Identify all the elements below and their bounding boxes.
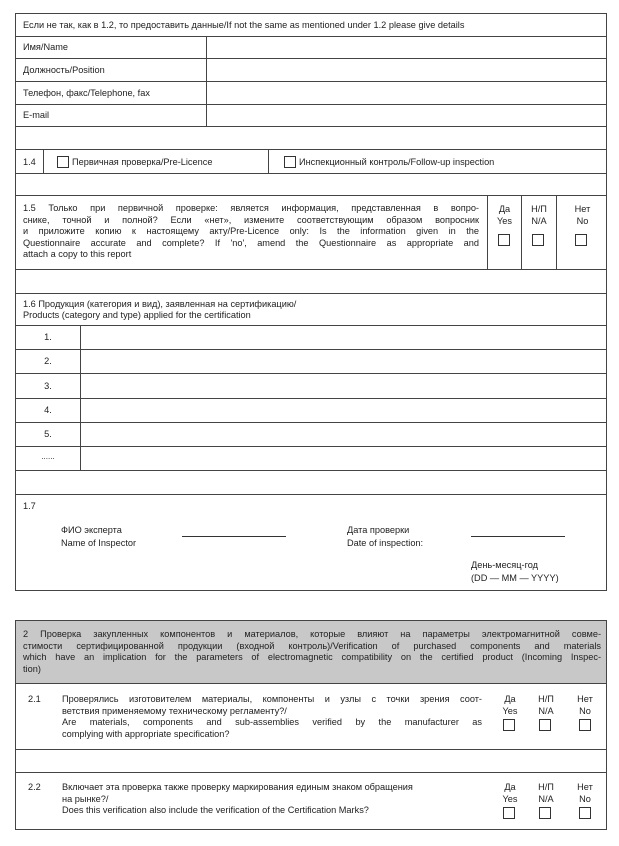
- q21-no-checkbox[interactable]: [579, 719, 591, 731]
- section-1-6-header: [16, 294, 606, 326]
- section-1-table: [15, 13, 607, 591]
- follow-up-checkbox[interactable]: [284, 156, 296, 168]
- product-row: [16, 447, 606, 471]
- question-2-2-number: 2.2: [28, 782, 41, 792]
- yes-label: Да Yes: [502, 694, 518, 716]
- product-field[interactable]: [81, 350, 606, 373]
- question-2-1-row: [16, 684, 606, 750]
- q22-yes-checkbox[interactable]: [503, 807, 515, 819]
- q21-yes-checkbox[interactable]: [503, 719, 515, 731]
- pre-licence-label: Первичная проверка/Pre-Licence: [72, 157, 213, 167]
- pre-licence-checkbox[interactable]: [57, 156, 69, 168]
- product-row-number: 2.: [44, 356, 52, 366]
- product-row: [16, 423, 606, 447]
- na-label: Н/П N/A: [538, 782, 554, 804]
- phone-row: [16, 82, 606, 105]
- s15-yes-checkbox[interactable]: [498, 234, 510, 246]
- section-1-5-line: attach a copy to this report: [23, 249, 132, 259]
- follow-up-label: Инспекционный контроль/Follow-up inspection: [299, 157, 495, 167]
- na-label: Н/П N/A: [538, 694, 554, 716]
- position-row: [16, 59, 606, 82]
- section-2-heading: [16, 621, 606, 684]
- spacer-row: [16, 174, 606, 196]
- email-field[interactable]: [207, 105, 606, 126]
- section-1-7-number: 1.7: [23, 501, 36, 511]
- product-row-number: 3.: [44, 381, 52, 391]
- question-2-2-line: Включает эта проверка также проверку маркирования единым знаком обращения: [62, 782, 413, 792]
- inspection-date-field[interactable]: [471, 536, 565, 537]
- product-row: [16, 326, 606, 350]
- product-row: [16, 399, 606, 423]
- name-label: Имя/Name: [23, 42, 68, 52]
- q22-na-checkbox[interactable]: [539, 807, 551, 819]
- product-row: [16, 350, 606, 374]
- section-1-4-number: 1.4: [23, 157, 36, 167]
- s15-no-checkbox[interactable]: [575, 234, 587, 246]
- product-field[interactable]: [81, 423, 606, 446]
- section-2-heading-line: tion): [23, 663, 41, 674]
- section-2-heading-line: which have an implication for the parameters of electromagnetic compatibility on the certified product (Incoming Inspec-: [23, 652, 601, 662]
- email-label: E-mail: [23, 110, 50, 120]
- product-row-number: 5.: [44, 429, 52, 439]
- section-1-5-text: [23, 203, 479, 261]
- q21-na-checkbox[interactable]: [539, 719, 551, 731]
- question-2-1-text: [62, 694, 482, 740]
- product-field[interactable]: [81, 447, 606, 470]
- yes-label: Да Yes: [497, 204, 512, 226]
- no-label: Нет No: [574, 204, 591, 226]
- product-row-number: 1.: [44, 332, 52, 342]
- date-format-en: (DD — MM — YYYY): [471, 573, 559, 583]
- question-2-2-row: [16, 773, 606, 830]
- inspector-label-ru: ФИО эксперта: [61, 525, 122, 535]
- section-1-7-row: [16, 495, 606, 591]
- inspector-name-field[interactable]: [182, 536, 286, 537]
- question-2-2-line: на рынке?/: [62, 793, 109, 804]
- name-row: [16, 37, 606, 59]
- na-label: Н/П N/A: [531, 204, 547, 226]
- q22-no-checkbox[interactable]: [579, 807, 591, 819]
- position-field[interactable]: [207, 59, 606, 81]
- s15-na-checkbox[interactable]: [532, 234, 544, 246]
- question-2-2-line: Does this verification also include the verification of the Certification Marks?: [62, 805, 369, 815]
- spacer-row: [16, 127, 606, 150]
- product-field[interactable]: [81, 374, 606, 398]
- section-1-5-line: снике, точной и полной? Если «нет», измените соответствующим образом вопросник: [23, 214, 479, 225]
- question-2-2-text: [62, 782, 492, 817]
- section-1-5-line: Questionnaire accurate and complete? If 'no', amend the Questionnaire as appropriate and: [23, 237, 479, 248]
- question-2-1-line: ветствия применяемому техническому регламенту?/: [62, 705, 287, 716]
- details-heading-row: [16, 14, 606, 37]
- date-label-ru: Дата проверки: [347, 525, 410, 535]
- section-1-5-line: и приложите копию к настоящему акту/Pre-Licence only: Is the information given in the: [23, 226, 479, 236]
- product-row-number: ......: [41, 452, 55, 461]
- question-2-1-line: Проверялись изготовителем материалы, компоненты и узлы с точки зрения соот-: [62, 694, 482, 704]
- date-format-ru: День-месяц-год: [471, 560, 538, 570]
- no-label: Нет No: [577, 782, 593, 804]
- section-2-heading-line: 2 Проверка закупленных компонентов и материалов, которые влияют на параметры электромагнитной совме-: [23, 629, 601, 639]
- position-label: Должность/Position: [23, 65, 105, 75]
- spacer-row: [16, 270, 606, 294]
- question-2-1-line: Are materials, components and sub-assemblies verified by the manufacturer as: [62, 717, 482, 727]
- section-1-6-title-en: Products (category and type) applied for the certification: [23, 310, 251, 320]
- section-1-5-row: [16, 196, 606, 270]
- email-row: [16, 105, 606, 127]
- details-heading: Если не так, как в 1.2, то предоставить данные/If not the same as mentioned under 1.2 please give details: [23, 20, 465, 30]
- product-field[interactable]: [81, 326, 606, 349]
- question-2-1-line: complying with appropriate specification?: [62, 728, 230, 739]
- section-2-heading-line: стимости сертифицированной продукции (входной контроль)/Verification of purchased components and materials: [23, 640, 601, 651]
- section-2-table: [15, 620, 607, 830]
- section-1-6-title-ru: 1.6 Продукция (категория и вид), заявленная на сертификацию/: [23, 299, 297, 309]
- no-label: Нет No: [577, 694, 593, 716]
- spacer-row: [16, 471, 606, 495]
- section-1-4-row: [16, 150, 606, 174]
- phone-field[interactable]: [207, 82, 606, 104]
- product-row-number: 4.: [44, 405, 52, 415]
- section-2-heading-text: [23, 629, 601, 675]
- phone-label: Телефон, факс/Telephone, fax: [23, 88, 150, 98]
- date-label-en: Date of inspection:: [347, 538, 424, 548]
- question-2-1-number: 2.1: [28, 694, 41, 704]
- yes-label: Да Yes: [502, 782, 518, 804]
- product-field[interactable]: [81, 399, 606, 422]
- inspector-label-en: Name of Inspector: [61, 538, 137, 548]
- section-1-5-line: 1.5 Только при первичной проверке: является информация, представленная в вопро-: [23, 203, 479, 213]
- spacer-row: [16, 750, 606, 773]
- product-row: [16, 374, 606, 399]
- name-field[interactable]: [207, 37, 606, 58]
